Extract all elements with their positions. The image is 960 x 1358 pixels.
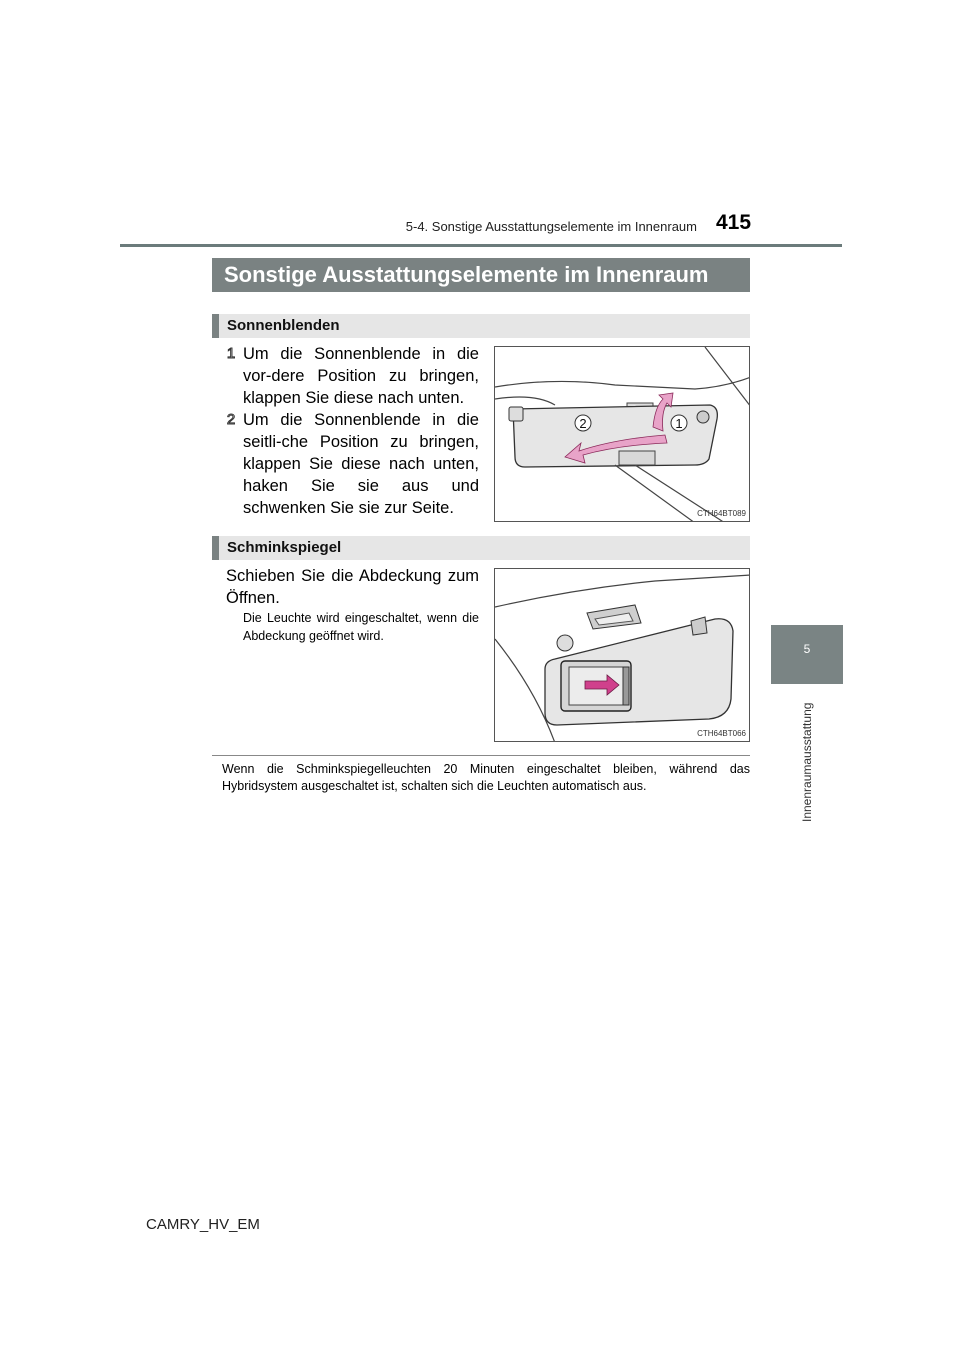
- step-1-text: Um die Sonnenblende in die vor-dere Position zu bringen, klappen Sie diese nach unten.: [243, 345, 479, 407]
- sun-visor-illustration: [494, 346, 750, 522]
- document-code: CAMRY_HV_EM: [146, 1216, 260, 1233]
- step-number-2: [224, 410, 238, 428]
- page-number: 415: [716, 211, 752, 234]
- vanity-mirror-instruction: Schieben Sie die Abdeckung zum Öffnen.: [226, 567, 479, 607]
- step-2-text: Um die Sonnenblende in die seitli-che Position zu bringen, klappen Sie diese nach unten, haken Sie sie aus und schwenken Sie sie zur Seite.: [243, 411, 479, 517]
- chapter-title: Innenraumausstattung: [800, 702, 814, 822]
- section-heading-vanity-mirror: Schminkspiegel: [212, 536, 750, 560]
- chapter-number: 5: [803, 642, 811, 656]
- step-number-2-digit: 2: [226, 411, 236, 428]
- footnote-text: Wenn die Schminkspiegelleuchten 20 Minuten eingeschaltet bleiben, während das Hybridsystem ausgeschaltet ist, schalten sich die Leuchten automatisch aus.: [222, 762, 750, 793]
- figure-code: CTH64BT089: [697, 509, 746, 518]
- chapter-tab: [771, 625, 843, 684]
- section-heading-sun-visors: Sonnenblenden: [212, 314, 750, 338]
- vanity-mirror-illustration: [494, 568, 750, 742]
- figure-code: CTH64BT066: [697, 729, 746, 738]
- step-number-1: [224, 344, 238, 362]
- header-section-ref: 5-4. Sonstige Ausstattungselemente im Innenraum: [405, 219, 697, 234]
- header-divider: [120, 244, 842, 247]
- callout-1: 1: [675, 416, 683, 431]
- chapter-title-vertical: [798, 690, 816, 822]
- page-title: Sonstige Ausstattungselemente im Innenraum: [212, 258, 750, 292]
- callout-2: 2: [579, 416, 587, 431]
- vanity-mirror-note: Die Leuchte wird eingeschaltet, wenn die Abdeckung geöffnet wird.: [243, 611, 479, 643]
- footnote-divider: [212, 755, 750, 756]
- step-number-1-digit: 1: [226, 345, 236, 362]
